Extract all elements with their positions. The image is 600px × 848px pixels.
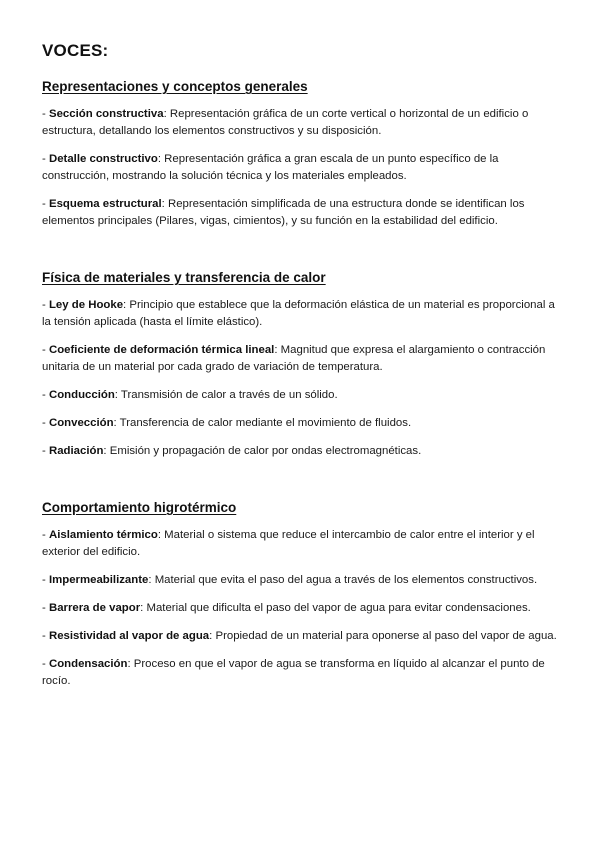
section-heading: Representaciones y conceptos generales xyxy=(42,79,308,94)
entry-term: Impermeabilizante xyxy=(48,574,149,586)
entry-prefix: - xyxy=(42,344,49,356)
entry-definition: : Representación gráfica a gran escala de un punto específico de la construcción, mostrando la solución técnica y los materiales empleados. xyxy=(42,153,499,182)
section-fisica-materiales xyxy=(42,269,557,460)
entry-term: Conducción xyxy=(48,389,115,401)
entry-term: Convección xyxy=(48,417,114,429)
entry-prefix: - xyxy=(42,299,49,311)
entry-conveccion xyxy=(42,415,557,432)
entry-prefix: - xyxy=(42,198,49,210)
entry-impermeabilizante xyxy=(42,572,557,589)
entry-definition: : Proceso en que el vapor de agua se transforma en líquido al alcanzar el punto de rocío. xyxy=(42,658,545,687)
entry-definition: : Material que dificulta el paso del vapor de agua para evitar condensaciones. xyxy=(140,602,531,614)
document-page xyxy=(42,40,557,701)
entry-definition: : Transmisión de calor a través de un sólido. xyxy=(114,389,338,401)
entry-prefix: - xyxy=(42,417,49,429)
entry-definition: : Representación gráfica de un corte vertical o horizontal de un edificio o estructura, detallando los elementos constructivos y su disposición. xyxy=(42,108,529,137)
entry-prefix: - xyxy=(42,153,49,165)
entry-term: Radiación xyxy=(48,445,104,457)
section-spacer xyxy=(42,241,557,269)
entry-term: Condensación xyxy=(48,658,128,670)
entry-radiacion xyxy=(42,443,557,460)
section-comportamiento-higrotermico xyxy=(42,499,557,690)
entry-definition: : Representación simplificada de una estructura donde se identifican los elementos principales (Pilares, vigas, cimientos), y su función en la estabilidad del edificio. xyxy=(42,198,525,227)
entry-prefix: - xyxy=(42,574,49,586)
entry-prefix: - xyxy=(42,529,49,541)
entry-term: Sección constructiva xyxy=(48,108,164,120)
entry-barrera-de-vapor xyxy=(42,600,557,617)
entry-conduccion xyxy=(42,387,557,404)
entry-definition: : Transferencia de calor mediante el movimiento de fluidos. xyxy=(113,417,412,429)
entry-prefix: - xyxy=(42,630,49,642)
entry-prefix: - xyxy=(42,602,49,614)
entry-condensacion xyxy=(42,656,557,690)
entry-prefix: - xyxy=(42,445,49,457)
entry-term: Aislamiento térmico xyxy=(48,529,158,541)
entry-prefix: - xyxy=(42,389,49,401)
entry-prefix: - xyxy=(42,658,49,670)
entry-definition: : Emisión y propagación de calor por ondas electromagnéticas. xyxy=(103,445,422,457)
entry-term: Coeficiente de deformación térmica lineal xyxy=(48,344,275,356)
entry-definition: : Material que evita el paso del agua a través de los elementos constructivos. xyxy=(148,574,538,586)
entry-prefix: - xyxy=(42,108,49,120)
entry-definition: : Material o sistema que reduce el intercambio de calor entre el interior y el exterior del edificio. xyxy=(42,529,535,558)
entry-term: Esquema estructural xyxy=(48,198,162,210)
document-title: VOCES: xyxy=(42,41,109,60)
entry-term: Barrera de vapor xyxy=(48,602,141,614)
entry-definition: : Propiedad de un material para oponerse al paso del vapor de agua. xyxy=(209,630,557,642)
entry-ley-de-hooke xyxy=(42,297,557,331)
entry-definition: : Principio que establece que la deformación elástica de un material es proporcional a la tensión aplicada (hasta el límite elástico). xyxy=(42,299,555,328)
section-spacer xyxy=(42,471,557,499)
entry-coeficiente-deformacion xyxy=(42,342,557,376)
section-heading: Física de materiales y transferencia de calor xyxy=(42,270,326,285)
entry-term: Detalle constructivo xyxy=(48,153,158,165)
entry-detalle-constructivo xyxy=(42,151,557,185)
entry-esquema-estructural xyxy=(42,196,557,230)
entry-seccion-constructiva xyxy=(42,106,557,140)
entry-term: Resistividad al vapor de agua xyxy=(48,630,210,642)
section-representaciones xyxy=(42,78,557,230)
entry-resistividad-vapor xyxy=(42,628,557,645)
entry-definition: : Magnitud que expresa el alargamiento o contracción unitaria de un material por cada grado de variación de temperatura. xyxy=(42,344,546,373)
entry-aislamiento-termico xyxy=(42,527,557,561)
section-heading: Comportamiento higrotérmico xyxy=(42,500,237,515)
entry-term: Ley de Hooke xyxy=(48,299,124,311)
